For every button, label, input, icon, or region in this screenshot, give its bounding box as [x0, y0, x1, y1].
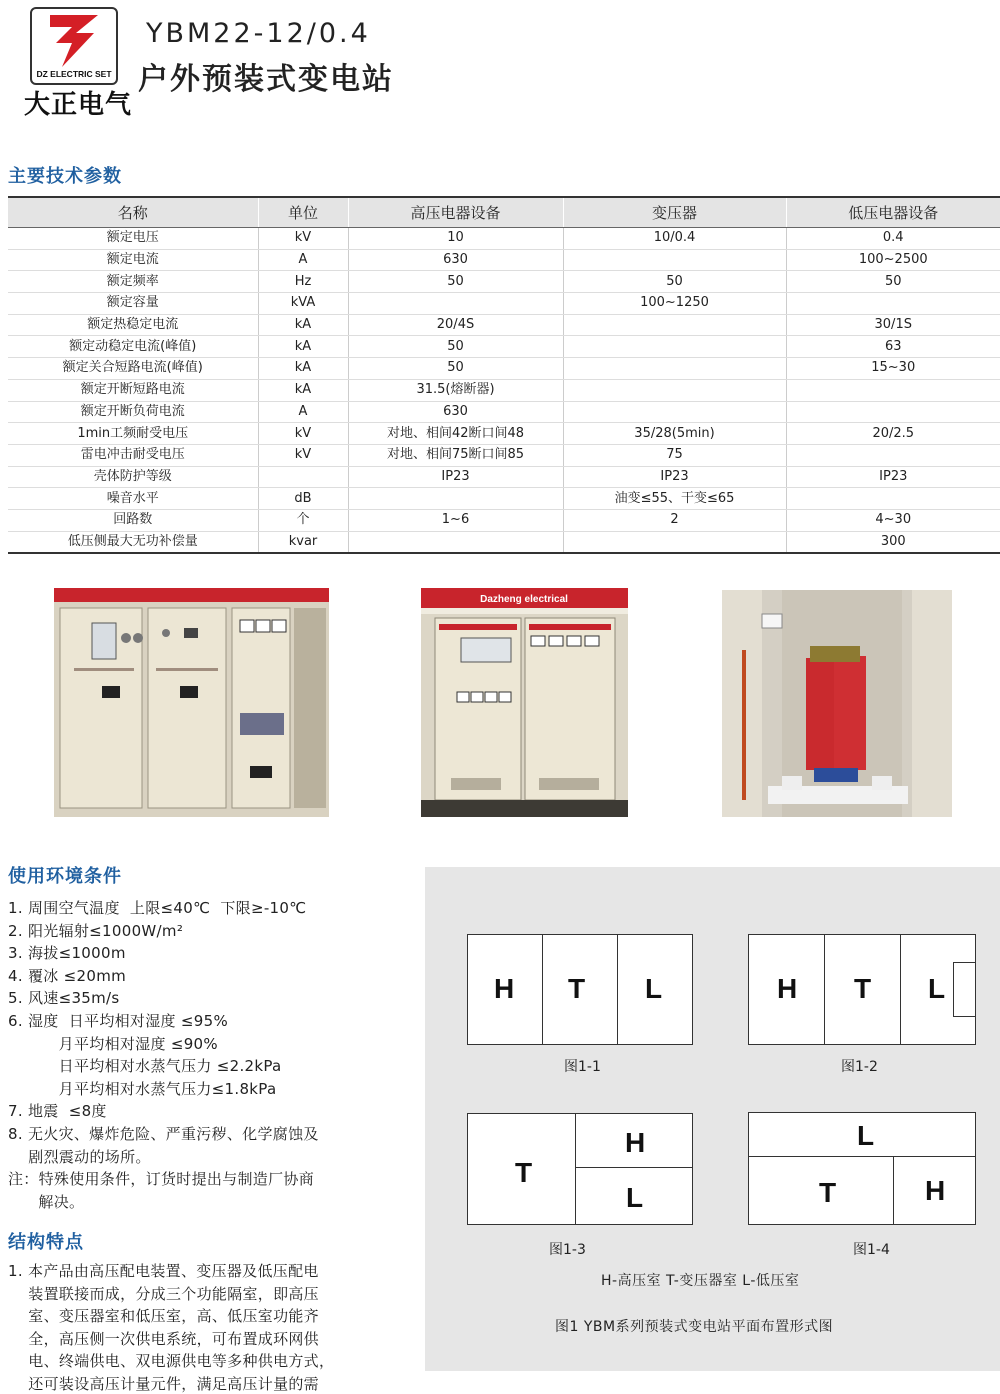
- table-cell: [348, 293, 563, 315]
- table-row: [8, 509, 1000, 531]
- table-cell: 1~6: [348, 509, 563, 531]
- table-row: [8, 444, 1000, 466]
- table-cell: 额定动稳定电流(峰值): [8, 336, 258, 358]
- column-header: 高压电器设备: [348, 197, 563, 228]
- table-row: [8, 314, 1000, 336]
- table-cell: [786, 444, 1000, 466]
- table-cell: 10: [348, 228, 563, 250]
- table-cell: dB: [258, 488, 348, 510]
- column-header: 变压器: [563, 197, 786, 228]
- table-cell: 额定电流: [8, 249, 258, 271]
- company-logo: [30, 7, 118, 85]
- fig-caption: 图1-1: [564, 1059, 601, 1075]
- table-cell: 20/4S: [348, 314, 563, 336]
- table-row: [8, 466, 1000, 488]
- table-cell: 63: [786, 336, 1000, 358]
- room-label-t: T: [568, 973, 586, 1004]
- table-row: [8, 358, 1000, 380]
- divider: [824, 934, 825, 1045]
- table-cell: 额定热稳定电流: [8, 314, 258, 336]
- room-label-h: H: [925, 1175, 946, 1206]
- table-cell: kA: [258, 358, 348, 380]
- table-row: [8, 293, 1000, 315]
- product-title: 户外预装式变电站: [138, 62, 394, 97]
- table-row: [8, 401, 1000, 423]
- dazheng-cabinet-photo: [421, 588, 628, 817]
- table-cell: 50: [563, 271, 786, 293]
- table-cell: 100~1250: [563, 293, 786, 315]
- table-cell: 50: [348, 358, 563, 380]
- table-cell: IP23: [563, 466, 786, 488]
- table-cell: [348, 488, 563, 510]
- column-header: 单位: [258, 197, 348, 228]
- room-label-t: T: [854, 973, 872, 1004]
- table-row: [8, 423, 1000, 445]
- fig-caption: 图1-3: [549, 1242, 586, 1258]
- table-cell: kV: [258, 423, 348, 445]
- environment-condition-line: 月平均相对水蒸气压力≤1.8kPa: [8, 1079, 277, 1098]
- structure-feature-line: 全，高压侧一次供电系统，可布置成环网供: [8, 1329, 319, 1348]
- table-cell: 壳体防护等级: [8, 466, 258, 488]
- divider: [542, 934, 543, 1045]
- table-cell: 75: [563, 444, 786, 466]
- room-legend: H-高压室 T-变压器室 L-低压室: [601, 1273, 800, 1289]
- table-cell: kV: [258, 228, 348, 250]
- logo-text: DZ ELECTRIC SET: [36, 69, 112, 79]
- structure-feature-line: 还可装设高压计量元件，满足高压计量的需: [8, 1375, 319, 1393]
- table-cell: 300: [786, 531, 1000, 553]
- table-cell: [258, 466, 348, 488]
- table-cell: 50: [348, 336, 563, 358]
- table-row: [8, 488, 1000, 510]
- room-label-t: T: [515, 1157, 533, 1188]
- table-cell: kV: [258, 444, 348, 466]
- table-cell: 50: [348, 271, 563, 293]
- structure-heading: 结构特点: [8, 1232, 84, 1253]
- divider: [748, 1156, 976, 1157]
- divider: [893, 1156, 894, 1225]
- layout-fig-1-3: [467, 1113, 693, 1225]
- table-cell: 油变≤55、干变≤65: [563, 488, 786, 510]
- environment-condition-line: 7. 地震 ≤8度: [8, 1102, 107, 1121]
- room-label-h: H: [777, 973, 798, 1004]
- divider: [575, 1113, 576, 1225]
- table-cell: [563, 401, 786, 423]
- environment-condition-line: 注：特殊使用条件，订货时提出与制造厂协商: [8, 1170, 315, 1189]
- fig-caption: 图1-4: [853, 1242, 890, 1258]
- table-cell: 对地、相间75断口间85: [348, 444, 563, 466]
- table-cell: 50: [786, 271, 1000, 293]
- table-row: [8, 249, 1000, 271]
- annex-box: [953, 962, 976, 1017]
- environment-condition-line: 2. 阳光辐射≤1000W/m²: [8, 921, 184, 940]
- table-cell: kvar: [258, 531, 348, 553]
- room-label-h: H: [625, 1127, 646, 1158]
- table-cell: A: [258, 249, 348, 271]
- specs-table: [8, 196, 1000, 554]
- room-label-l: L: [857, 1120, 875, 1151]
- table-cell: [563, 314, 786, 336]
- table-cell: [563, 379, 786, 401]
- figure-title: 图1 YBM系列预装式变电站平面布置形式图: [555, 1319, 834, 1335]
- specs-heading: 主要技术参数: [8, 166, 122, 187]
- structure-feature-line: 电、终端供电、双电源供电等多种供电方式，: [8, 1352, 335, 1371]
- divider: [617, 934, 618, 1045]
- table-cell: 630: [348, 249, 563, 271]
- table-cell: 10/0.4: [563, 228, 786, 250]
- environment-condition-line: 4. 覆冰 ≤20mm: [8, 966, 127, 985]
- table-cell: kA: [258, 314, 348, 336]
- photo-banner-text: Dazheng electrical: [480, 594, 568, 605]
- table-cell: kA: [258, 336, 348, 358]
- table-cell: kVA: [258, 293, 348, 315]
- table-cell: 35/28(5min): [563, 423, 786, 445]
- table-cell: 额定频率: [8, 271, 258, 293]
- room-label-h: H: [494, 973, 515, 1004]
- table-cell: 额定开断负荷电流: [8, 401, 258, 423]
- environment-condition-line: 3. 海拔≤1000m: [8, 944, 126, 963]
- table-cell: 1min工频耐受电压: [8, 423, 258, 445]
- fig-caption: 图1-2: [841, 1059, 878, 1075]
- structure-feature-line: 1. 本产品由高压配电装置、变压器及低压配电: [8, 1262, 319, 1280]
- transformer-photo: [722, 590, 952, 817]
- environment-condition-line: 8. 无火灾、爆炸危险、严重污秽、化学腐蚀及: [8, 1125, 319, 1143]
- product-model: YBM22-12/0.4: [146, 18, 371, 49]
- table-row: [8, 228, 1000, 250]
- environment-heading: 使用环境条件: [8, 866, 122, 887]
- table-cell: 4~30: [786, 509, 1000, 531]
- column-header: 低压电器设备: [786, 197, 1000, 228]
- table-cell: 0.4: [786, 228, 1000, 250]
- table-row: [8, 379, 1000, 401]
- lightning-bolt-icon: [32, 9, 116, 83]
- table-cell: 额定开断短路电流: [8, 379, 258, 401]
- table-cell: [563, 249, 786, 271]
- table-cell: 对地、相间42断口间48: [348, 423, 563, 445]
- table-cell: kA: [258, 379, 348, 401]
- table-cell: [786, 379, 1000, 401]
- environment-condition-line: 1. 周围空气温度 上限≤40℃ 下限≥-10℃: [8, 899, 307, 917]
- table-cell: 低压侧最大无功补偿量: [8, 531, 258, 553]
- environment-condition-line: 剧烈震动的场所。: [8, 1147, 151, 1166]
- table-header-row: [8, 197, 1000, 228]
- divider: [575, 1167, 693, 1168]
- brand-name: 大正电气: [24, 90, 133, 120]
- table-cell: 20/2.5: [786, 423, 1000, 445]
- table-cell: 额定关合短路电流(峰值): [8, 358, 258, 380]
- environment-condition-line: 6. 湿度 日平均相对湿度 ≤95%: [8, 1012, 228, 1030]
- room-label-l: L: [928, 973, 946, 1004]
- table-cell: 额定容量: [8, 293, 258, 315]
- table-row: [8, 336, 1000, 358]
- table-cell: 100~2500: [786, 249, 1000, 271]
- room-label-t: T: [819, 1177, 837, 1208]
- table-cell: IP23: [348, 466, 563, 488]
- table-cell: [786, 401, 1000, 423]
- table-cell: [348, 531, 563, 553]
- divider: [900, 934, 901, 1045]
- table-cell: IP23: [786, 466, 1000, 488]
- table-cell: [563, 336, 786, 358]
- table-cell: [563, 358, 786, 380]
- table-row: [8, 531, 1000, 553]
- table-cell: 回路数: [8, 509, 258, 531]
- table-cell: 31.5(熔断器): [348, 379, 563, 401]
- table-row: [8, 271, 1000, 293]
- table-cell: [563, 531, 786, 553]
- table-cell: 15~30: [786, 358, 1000, 380]
- switchgear-photo: [54, 588, 329, 817]
- table-cell: 个: [258, 509, 348, 531]
- table-cell: A: [258, 401, 348, 423]
- table-cell: 额定电压: [8, 228, 258, 250]
- environment-condition-line: 5. 风速≤35m/s: [8, 989, 120, 1008]
- layout-diagram-panel: [425, 867, 1000, 1371]
- environment-condition-line: 解决。: [8, 1192, 85, 1211]
- table-cell: [786, 488, 1000, 510]
- table-cell: 630: [348, 401, 563, 423]
- column-header: 名称: [8, 197, 258, 228]
- structure-feature-line: 装置联接而成，分成三个功能隔室，即高压: [8, 1284, 319, 1303]
- table-cell: 雷电冲击耐受电压: [8, 444, 258, 466]
- table-cell: [786, 293, 1000, 315]
- table-cell: 2: [563, 509, 786, 531]
- environment-condition-line: 日平均相对水蒸气压力 ≤2.2kPa: [8, 1057, 282, 1076]
- table-cell: 30/1S: [786, 314, 1000, 336]
- room-label-l: L: [645, 973, 663, 1004]
- table-cell: 噪音水平: [8, 488, 258, 510]
- room-label-l: L: [626, 1182, 644, 1213]
- environment-condition-line: 月平均相对湿度 ≤90%: [8, 1034, 218, 1053]
- table-cell: Hz: [258, 271, 348, 293]
- structure-feature-line: 室、变压器室和低压室，高、低压室功能齐: [8, 1307, 319, 1326]
